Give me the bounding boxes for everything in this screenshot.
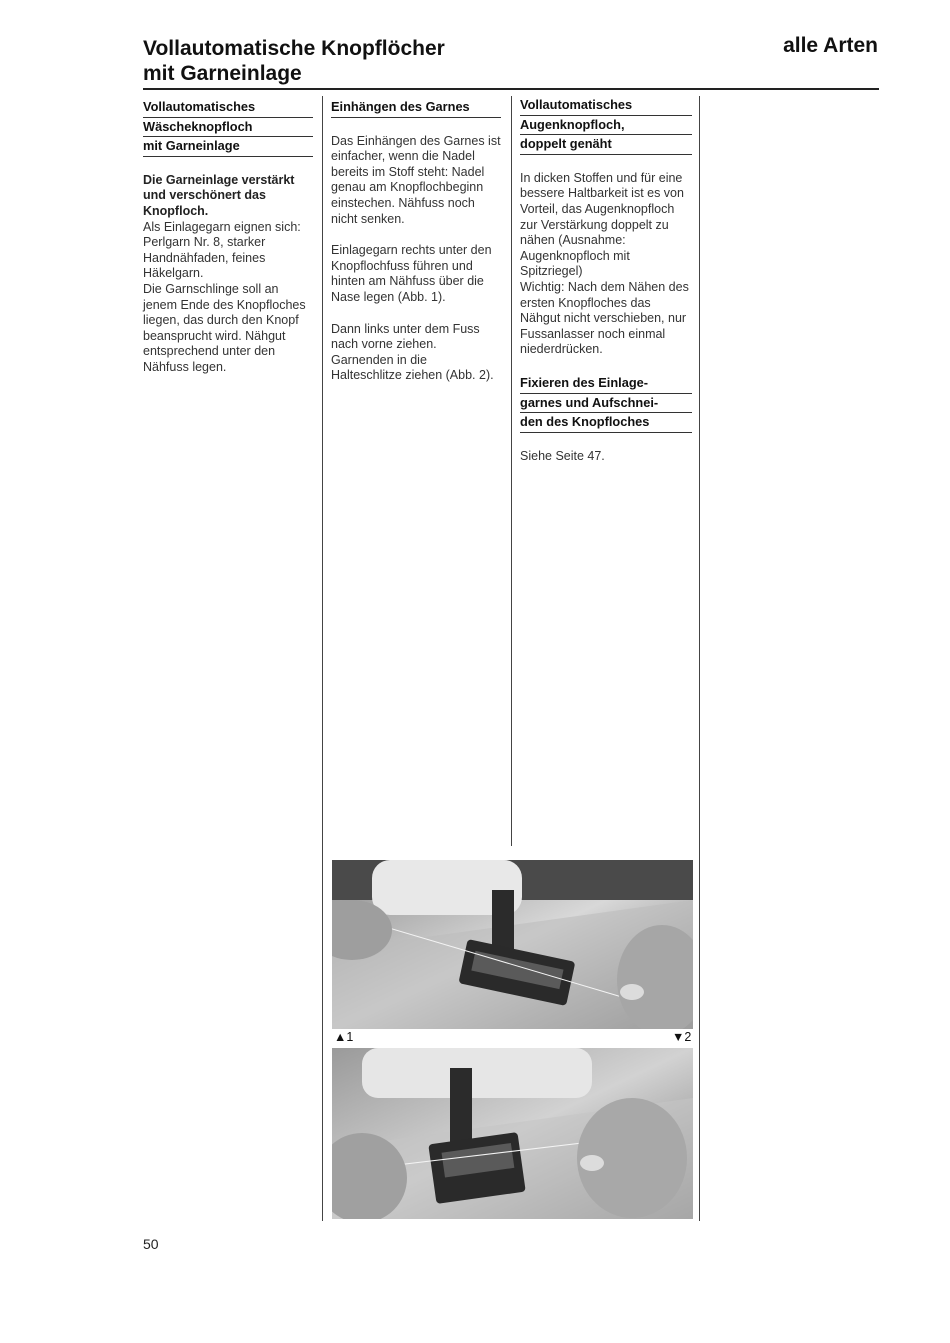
heading-line: Einhängen des Garnes — [331, 98, 501, 118]
body-paragraph: Als Einlagegarn eignen sich: Perlgarn Nr. 8, starker Handnähfaden, feines Häkelgarn. — [143, 219, 301, 281]
figure-1-photo — [332, 860, 693, 1029]
page-number: 50 — [143, 1236, 159, 1252]
body-paragraph: Siehe Seite 47. — [520, 448, 605, 463]
heading-line: Vollautomatisches — [143, 98, 313, 118]
body-paragraph: In dicken Stoffen und für eine bessere Haltbarkeit ist es von Vorteil, das Augenknopfloch zur Verstärkung doppelt zu nähen (Ausnahme: Augenknopfloch mit Spitzriegel) — [520, 170, 684, 279]
body-paragraph: Einlagegarn rechts unter den Knopflochfuss führen und hinten am Nähfuss über die Nase legen (Abb. 1). — [331, 243, 492, 304]
heading-line: Augenknopfloch, — [520, 116, 692, 136]
heading-line: mit Garneinlage — [143, 137, 313, 157]
figure-1-marker: ▲1 — [334, 1030, 354, 1044]
heading-line: Wäscheknopfloch — [143, 118, 313, 138]
column-2 — [331, 98, 501, 384]
body-paragraph: Wichtig: Nach dem Nähen des ersten Knopfloches das Nähgut nicht verschieben, nur Fussanlasser noch einmal niederdrücken. — [520, 279, 689, 357]
heading-line: Vollautomatisches — [520, 96, 692, 116]
column-divider-2 — [511, 96, 512, 846]
figure-2-photo — [332, 1048, 693, 1219]
page-title-line-1: Vollautomatische Knopflöcher — [143, 37, 445, 60]
section-heading-einhaengen — [331, 98, 501, 118]
body-paragraph: Dann links unter dem Fuss nach vorne ziehen. Garnenden in die Halteschlitze ziehen (Abb. 2). — [331, 321, 494, 383]
heading-line: Fixieren des Einlage- — [520, 374, 692, 394]
section-heading-augenknopfloch — [520, 96, 692, 155]
header-rule — [143, 88, 879, 90]
heading-line: doppelt genäht — [520, 135, 692, 155]
column-divider-3 — [699, 96, 700, 1221]
column-3 — [520, 96, 692, 464]
lead-paragraph: Die Garneinlage verstärkt und verschönert das Knopfloch. — [143, 172, 295, 218]
body-paragraph: Die Garnschlinge soll an jenem Ende des Knopfloches liegen, das durch den Knopf beansprucht wird. Nähgut entsprechend unter den Nähfuss legen. — [143, 281, 306, 374]
heading-line: den des Knopfloches — [520, 413, 692, 433]
figure-2-marker: ▼2 — [672, 1030, 692, 1044]
column-divider-1 — [322, 96, 323, 1221]
column-1 — [143, 98, 313, 376]
page-title-line-2: mit Garneinlage — [143, 62, 302, 85]
page-title — [143, 36, 445, 86]
section-heading-waescheknopfloch — [143, 98, 313, 157]
category-label: alle Arten — [783, 34, 878, 57]
body-paragraph: Das Einhängen des Garnes ist einfacher, wenn die Nadel bereits im Stoff steht: Nadel genau am Knopflochbeginn einstechen. Nähfuss noch nicht senken. — [331, 133, 501, 226]
heading-line: garnes und Aufschnei- — [520, 394, 692, 414]
section-heading-fixieren — [520, 374, 692, 433]
